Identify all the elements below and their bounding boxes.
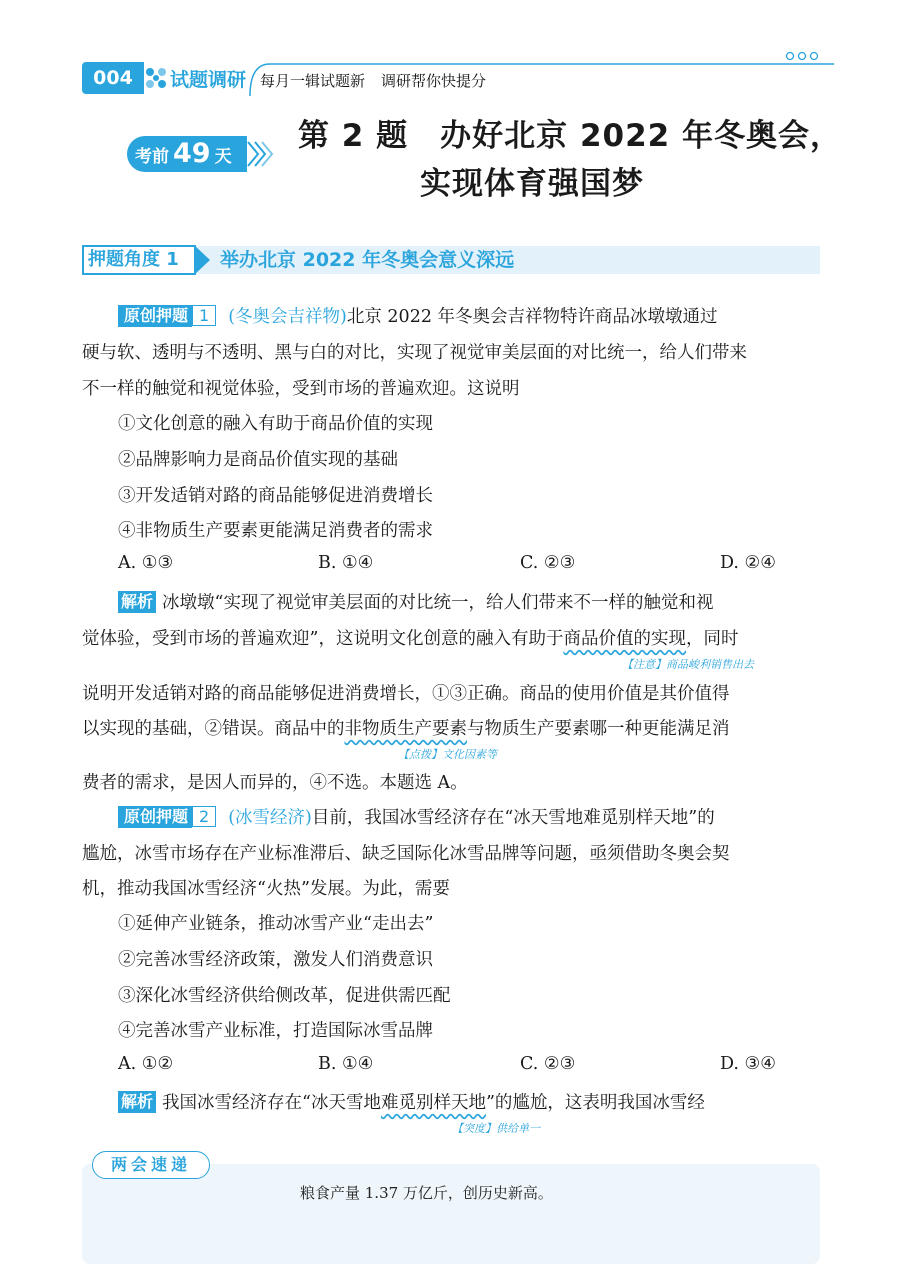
q2-stem-line-2: 尴尬，冰雪市场存在产业标准滞后、缺乏国际化冰雪品牌等问题，亟须借助冬奥会契 xyxy=(82,844,730,864)
q2-stem-text-1: 目前，我国冰雪经济存在“冰天雪地难觅别样天地”的 xyxy=(311,808,715,828)
q1-analysis-text-2a: 觉体验，受到市场的普遍欢迎”，这说明文化创意的融入有助于 xyxy=(82,629,564,649)
q1-item-2: ②品牌影响力是商品价值实现的基础 xyxy=(118,450,398,470)
q1-tag: 原创押题 xyxy=(118,305,192,327)
q2-analysis-text-1a: 我国冰雪经济存在“冰天雪地 xyxy=(162,1093,381,1113)
q1-stem-line-2: 硬与软、透明与不透明、黑与白的对比，实现了视觉审美层面的对比统一，给人们带来 xyxy=(82,343,747,363)
news-text: 粮食产量 1.37 万亿斤，创历史新高。 xyxy=(300,1184,553,1202)
q2-tag: 原创押题 xyxy=(118,806,192,828)
q1-analysis-text-2b: ，同时 xyxy=(685,629,739,649)
q2-item-4: ④完善冰雪产业标准，打造国际冰雪品牌 xyxy=(118,1021,433,1041)
q2-topic: (冰雪经济) xyxy=(228,808,312,828)
q2-margin-note-1: 【突度】供给单一 xyxy=(452,1122,540,1135)
slogan-1: 每月一辑试题新 xyxy=(260,72,366,90)
q1-analysis-line-3: 说明开发适销对路的商品能够促进消费增长，①③正确。商品的使用价值是其价值得 xyxy=(82,684,730,704)
q1-option-d: D. ②④ xyxy=(720,553,776,573)
q1-item-3: ③开发适销对路的商品能够促进消费增长 xyxy=(118,486,433,506)
q1-analysis-line-5: 费者的需求，是因人而异的，④不选。本题选 A。 xyxy=(82,773,468,793)
q2-option-a: A. ①② xyxy=(118,1054,174,1074)
page-title-line-1: 第 2 题 办好北京 2022 年冬奥会， xyxy=(298,118,843,154)
q1-item-4: ④非物质生产要素更能满足消费者的需求 xyxy=(118,521,433,541)
page-number: 004 xyxy=(82,62,144,94)
q1-option-b: B. ①④ xyxy=(318,553,374,573)
countdown-prefix: 考前 xyxy=(135,147,169,167)
q1-analysis-text-1: 冰墩墩“实现了视觉审美层面的对比统一，给人们带来不一样的触觉和视 xyxy=(162,593,714,613)
q1-highlight-1: 商品价值的实现 xyxy=(563,629,686,649)
q2-stem-line-1 xyxy=(118,806,715,830)
dots-decoration-icon xyxy=(144,66,168,90)
q1-analysis-tag: 解析 xyxy=(118,591,156,613)
q2-item-2: ②完善冰雪经济政策，激发人们消费意识 xyxy=(118,950,433,970)
q1-stem-text-1: 北京 2022 年冬奥会吉祥物特许商品冰墩墩通过 xyxy=(346,307,718,327)
q1-analysis-text-4a: 以实现的基础，②错误。商品中的 xyxy=(82,719,345,739)
countdown-badge xyxy=(127,136,247,172)
q1-stem-line-3: 不一样的触觉和视觉体验，受到市场的普遍欢迎。这说明 xyxy=(82,379,520,399)
q1-number: 1 xyxy=(192,305,216,326)
q1-item-1: ①文化创意的融入有助于商品价值的实现 xyxy=(118,414,433,434)
angle-tag: 押题角度 1 xyxy=(82,245,196,275)
news-panel xyxy=(82,1164,820,1264)
q2-stem-line-3: 机，推动我国冰雪经济“火热”发展。为此，需要 xyxy=(82,879,450,899)
q2-analysis-text-1b: ”的尴尬，这表明我国冰雪经 xyxy=(485,1093,705,1113)
q1-highlight-2: 非物质生产要素 xyxy=(344,719,467,739)
countdown-suffix: 天 xyxy=(214,147,232,167)
q1-option-c: C. ②③ xyxy=(520,553,576,573)
section-name: 试题调研 xyxy=(170,69,247,91)
q2-analysis-line-1 xyxy=(118,1091,705,1115)
page-title-line-2: 实现体育强国梦 xyxy=(420,166,644,202)
q2-option-b: B. ①④ xyxy=(318,1054,374,1074)
q1-stem-line-1 xyxy=(118,305,718,329)
angle-title: 举办北京 2022 年冬奥会意义深远 xyxy=(220,249,515,271)
chevrons-right-icon xyxy=(246,138,274,170)
page-header xyxy=(82,62,830,96)
q1-analysis-text-4b: 与物质生产要素哪一种更能满足消 xyxy=(467,719,730,739)
q2-highlight-1: 难觅别样天地 xyxy=(380,1093,486,1113)
arrow-right-icon xyxy=(194,245,212,275)
q2-option-d: D. ③④ xyxy=(720,1054,776,1074)
header-slogan xyxy=(260,70,486,91)
q1-analysis-line-2 xyxy=(82,627,738,651)
news-tag: 两会速递 xyxy=(92,1151,210,1179)
q1-option-a: A. ①③ xyxy=(118,553,174,573)
slogan-2: 调研帮你快提分 xyxy=(381,72,487,90)
q1-margin-note-1: 【注意】商品峻利销售出去 xyxy=(622,658,754,671)
q1-analysis-line-4 xyxy=(82,717,730,741)
rings-decoration-icon xyxy=(782,48,830,60)
q2-item-3: ③深化冰雪经济供给侧改革，促进供需匹配 xyxy=(118,986,451,1006)
q2-option-c: C. ②③ xyxy=(520,1054,576,1074)
q2-number: 2 xyxy=(192,806,216,827)
q1-analysis-line-1 xyxy=(118,591,713,615)
countdown-days: 49 xyxy=(173,138,211,169)
q2-item-1: ①延伸产业链条，推动冰雪产业“走出去” xyxy=(118,914,434,934)
q1-margin-note-2: 【点拨】文化因素等 xyxy=(398,748,497,761)
q1-topic: (冬奥会吉祥物) xyxy=(228,307,347,327)
q2-analysis-tag: 解析 xyxy=(118,1091,156,1113)
